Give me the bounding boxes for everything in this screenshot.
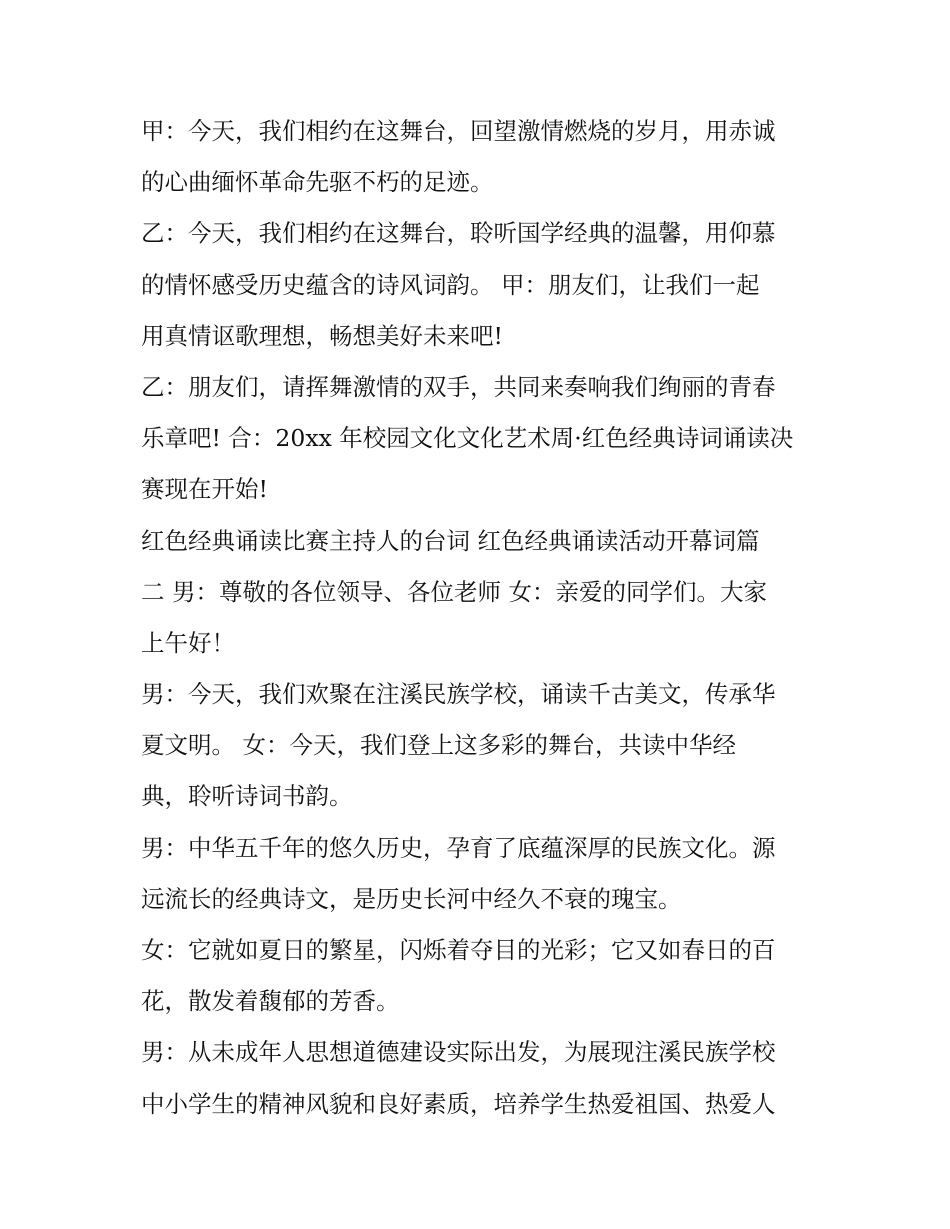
text-line: 男：今天，我们欢聚在注溪民族学校，诵读千古美文，传承华 bbox=[141, 680, 776, 709]
text-line: 上午好！ bbox=[141, 628, 235, 657]
text-line: 男：中华五千年的悠久历史，孕育了底蕴深厚的民族文化。源 bbox=[141, 833, 776, 862]
text-line: 甲：今天，我们相约在这舞台，回望激情燃烧的岁月，用赤诚 bbox=[141, 117, 776, 145]
text-line: 的心曲缅怀革命先驱不朽的足迹。 bbox=[141, 168, 494, 197]
text-line: 二 男：尊敬的各位领导、各位老师 女：亲爱的同学们。大家 bbox=[141, 577, 767, 606]
text-line: 的情怀感受历史蕴含的诗风词韵。 甲：朋友们，让我们一起 bbox=[141, 270, 760, 299]
text-line: 远流长的经典诗文，是历史长河中经久不衰的瑰宝。 bbox=[141, 884, 682, 913]
body-text bbox=[141, 106, 821, 1130]
text-line: 红色经典诵读比赛主持人的台词 红色经典诵读活动开幕词篇 bbox=[141, 526, 760, 555]
text-line: 乙：今天，我们相约在这舞台，聆听国学经典的温馨，用仰慕 bbox=[141, 219, 776, 248]
text-line: 典，聆听诗词书韵。 bbox=[141, 782, 353, 811]
text-line: 花，散发着馥郁的芳香。 bbox=[141, 987, 400, 1016]
text-line: 用真情讴歌理想，畅想美好未来吧! bbox=[141, 321, 503, 350]
text-line: 男：从未成年人思想道德建设实际出发，为展现注溪民族学校 bbox=[141, 1038, 776, 1067]
text-line: 乙：朋友们，请挥舞激情的双手，共同来奏响我们绚丽的青春 bbox=[141, 372, 776, 401]
text-line: 女：它就如夏日的繁星，闪烁着夺目的光彩；它又如春日的百 bbox=[141, 936, 776, 964]
text-line: 夏文明。 女：今天，我们登上这多彩的舞台，共读中华经 bbox=[141, 731, 736, 760]
text-line: 中小学生的精神风貌和良好素质，培养学生热爱祖国、热爱人 bbox=[141, 1089, 776, 1118]
text-line: 乐章吧! 合：20xx 年校园文化文化艺术周·红色经典诗词诵读决 bbox=[141, 424, 794, 453]
text-line: 赛现在开始! bbox=[141, 475, 268, 504]
